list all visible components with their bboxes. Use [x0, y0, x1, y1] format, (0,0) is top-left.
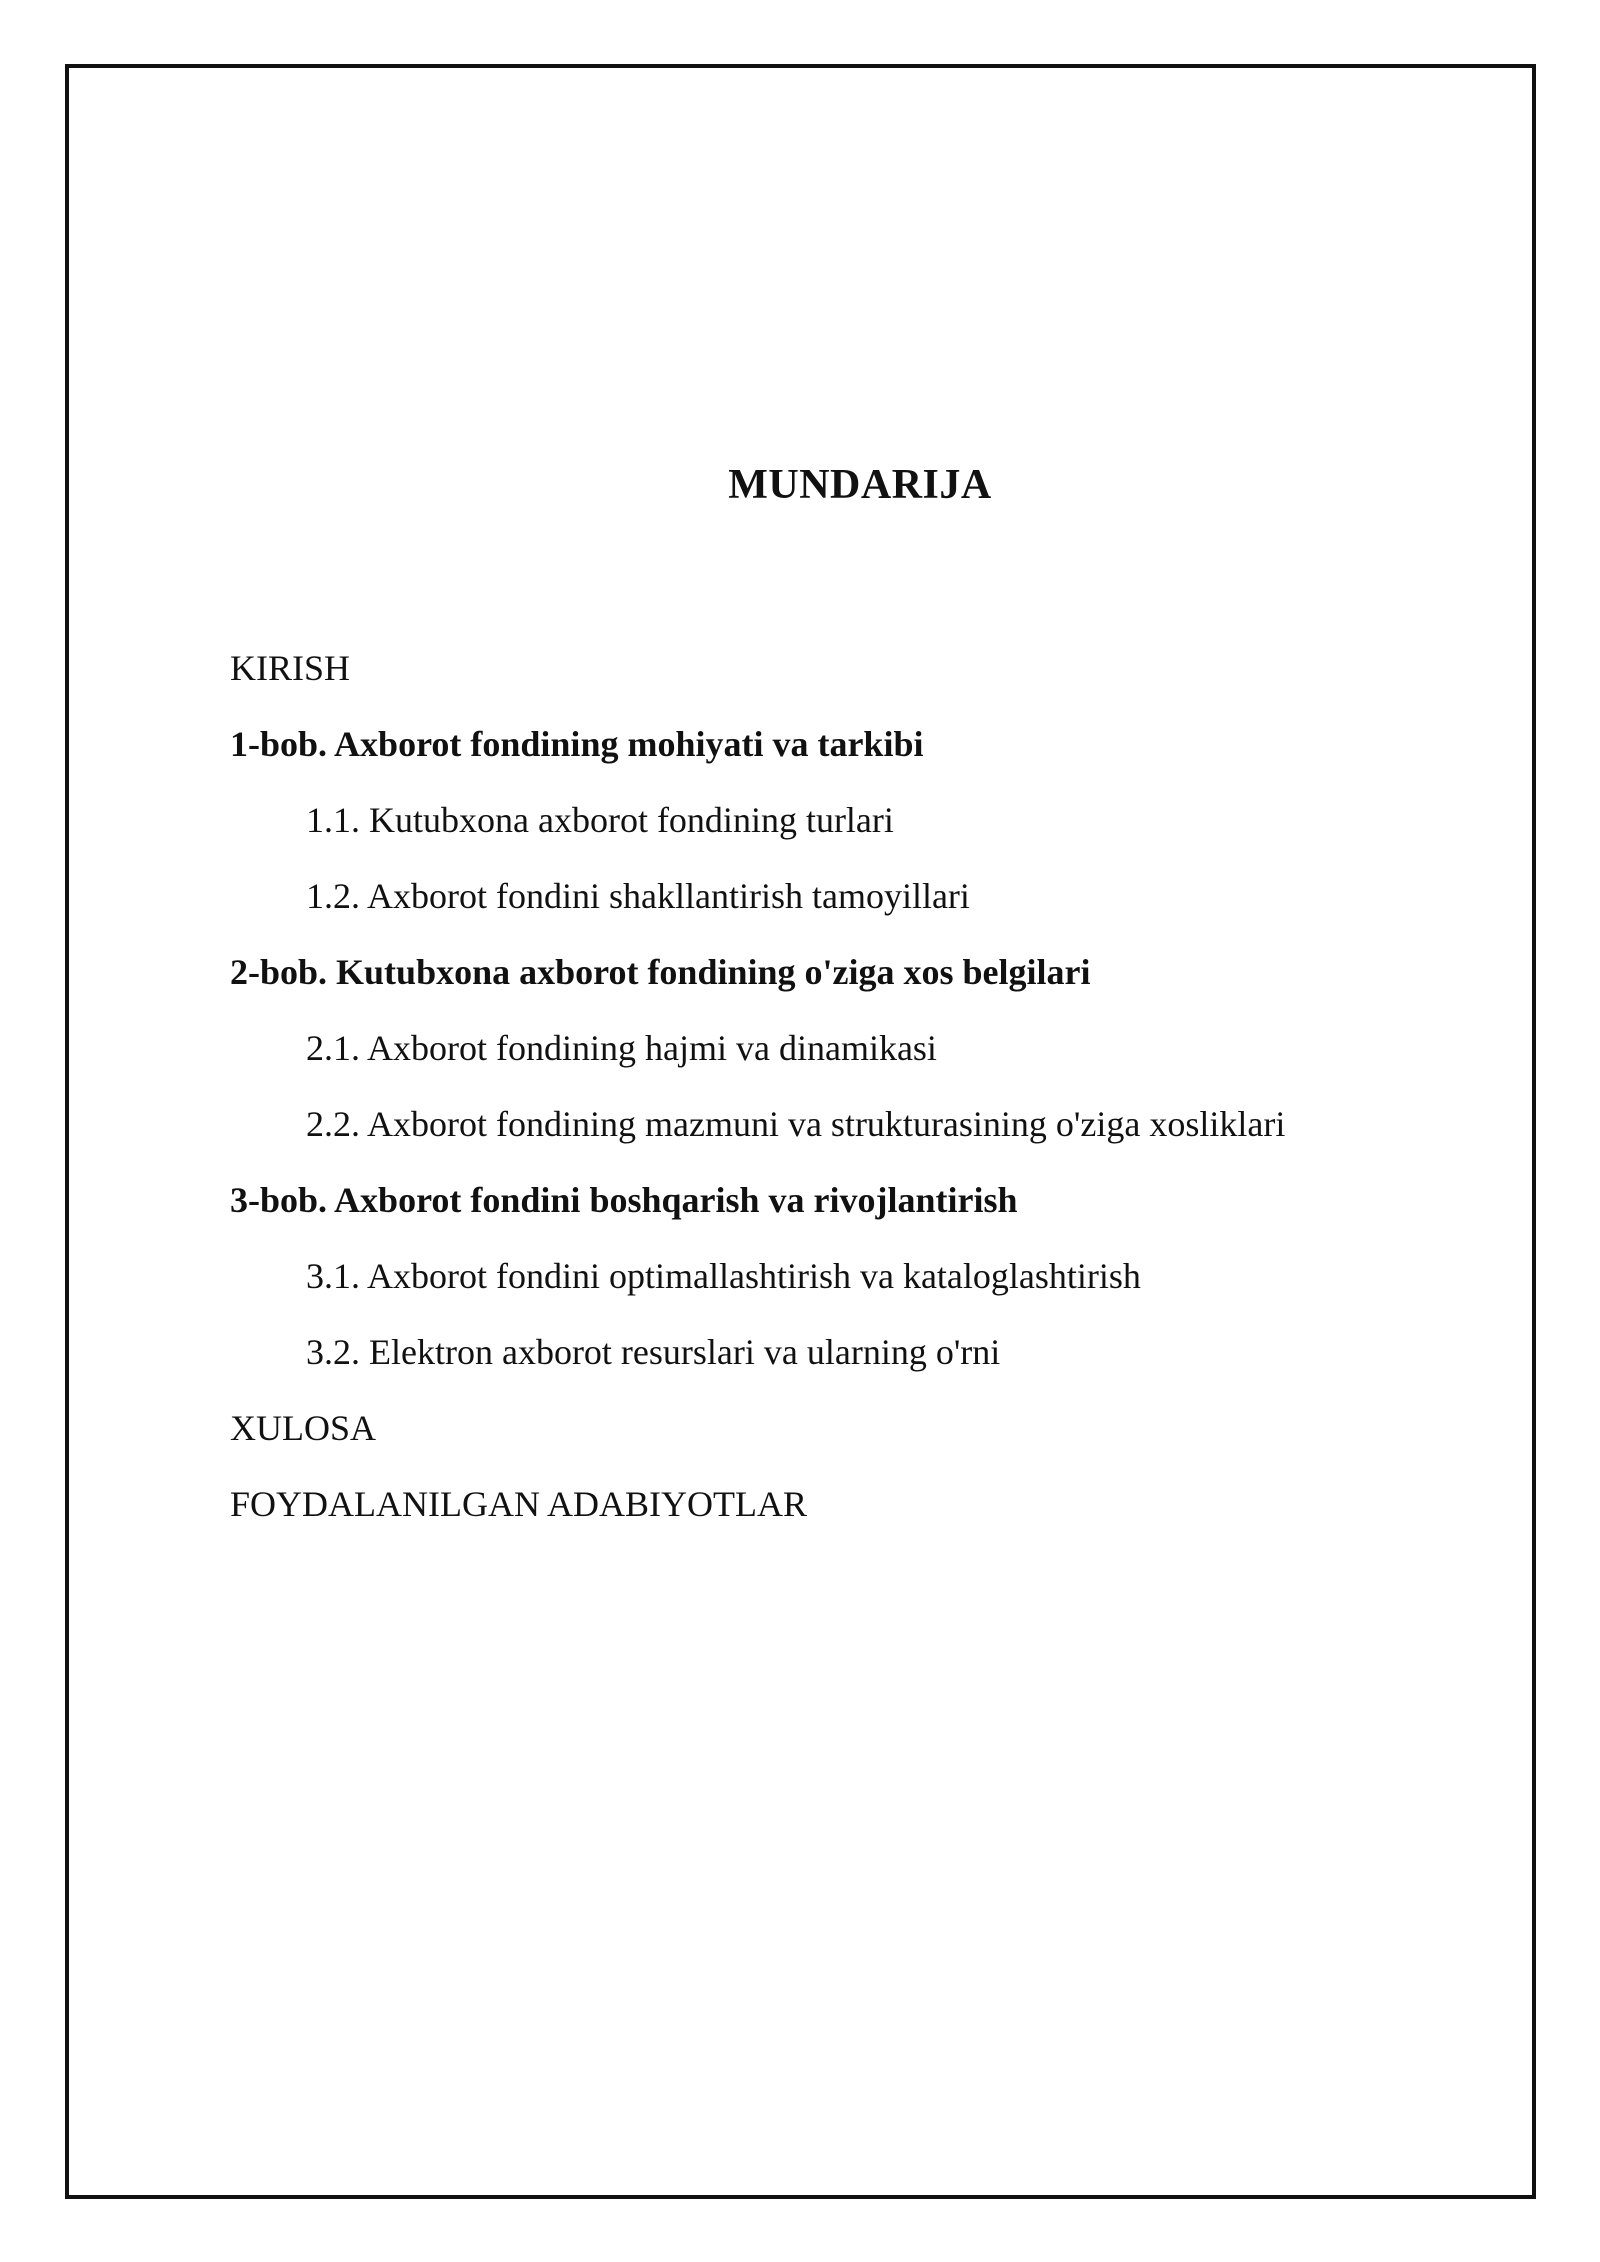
toc-item: 3.1. Axborot fondini optimallashtirish va kataloglashtirish [306, 1256, 1141, 1296]
toc-item: 2-bob. Kutubxona axborot fondining o'ziga xos belgilari [230, 952, 1091, 992]
toc-item: XULOSA [230, 1408, 377, 1448]
table-of-contents [230, 640, 1490, 1552]
page-title: MUNDARIJA [728, 462, 992, 508]
toc-item: 1.2. Axborot fondini shakllantirish tamoyillari [306, 876, 970, 916]
toc-item: 2.2. Axborot fondining mazmuni va strukturasining o'ziga xosliklari [306, 1104, 1286, 1144]
toc-item: 1-bob. Axborot fondining mohiyati va tarkibi [230, 724, 924, 764]
toc-item: 3.2. Elektron axborot resurslari va ularning o'rni [306, 1332, 1001, 1372]
toc-item: 3-bob. Axborot fondini boshqarish va rivojlantirish [230, 1180, 1018, 1220]
toc-item: 1.1. Kutubxona axborot fondining turlari [306, 800, 894, 840]
toc-item: 2.1. Axborot fondining hajmi va dinamikasi [306, 1028, 937, 1068]
toc-item: KIRISH [230, 648, 351, 688]
toc-item: FOYDALANILGAN ADABIYOTLAR [230, 1484, 807, 1524]
